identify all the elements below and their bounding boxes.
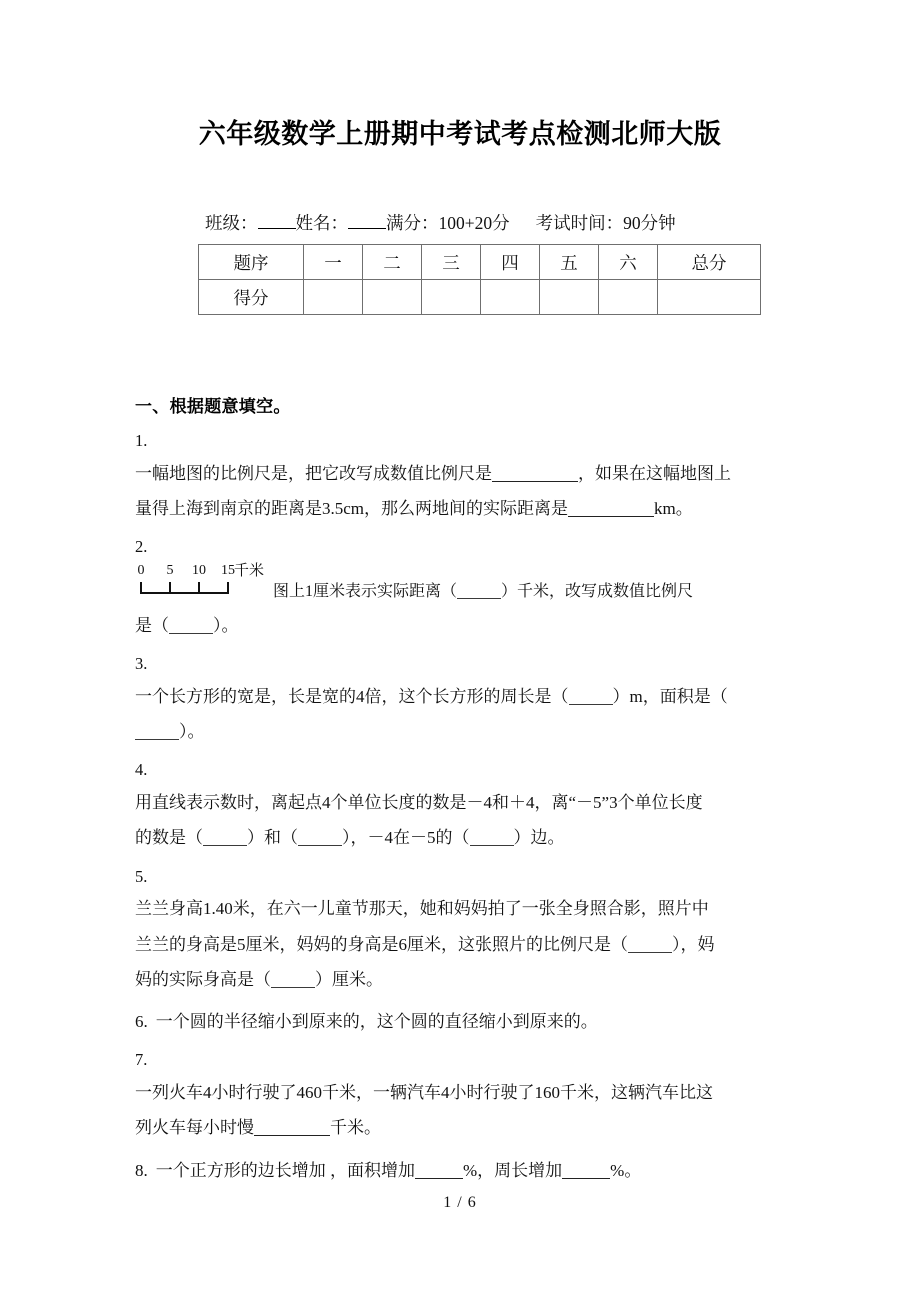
q2-part-d: ）。 — [213, 615, 239, 635]
q7-blank-1[interactable] — [254, 1118, 330, 1136]
question-text-5 — [135, 891, 795, 997]
exam-time-label: 考试时间： — [535, 213, 624, 233]
q3-part-b: ）m，面积是（ — [612, 686, 728, 706]
question-text-7 — [135, 1075, 795, 1146]
table-row-header — [199, 245, 761, 280]
q3-blank-1[interactable] — [569, 687, 613, 705]
q7-part-b: 列火车每小时慢 — [135, 1118, 254, 1138]
q4-part-c: ）和（ — [247, 828, 298, 848]
q3-part-c: ）。 — [179, 722, 205, 742]
score-cell-6[interactable] — [599, 280, 658, 315]
q5-part-a: 兰兰身高1.40米，在六一儿童节那天，她和妈妈拍了一张全身照合影，照片中 — [135, 899, 709, 919]
full-score-label: 满分： — [386, 213, 439, 233]
question-text-6 — [135, 1005, 795, 1040]
q8-blank-1[interactable] — [415, 1160, 463, 1178]
question-number-2: 2. — [135, 537, 148, 557]
q2-blank-2[interactable] — [169, 616, 213, 634]
q2-inline-text — [273, 581, 693, 606]
question-text-3 — [135, 679, 795, 750]
q1-part-b: ，如果在这幅地图上 — [578, 463, 731, 483]
question-number-7: 7. — [135, 1050, 148, 1070]
scale-tick-10 — [198, 582, 200, 594]
page-number-footer: 1 / 6 — [443, 1194, 477, 1211]
q8-blank-2[interactable] — [562, 1160, 610, 1178]
scale-tick-label-0: 0 — [137, 562, 145, 578]
q8-part-a: 一个正方形的边长增加 ，面积增加 — [155, 1160, 415, 1180]
q2-part-b: ）千米，改写成数值比例尺 — [501, 583, 694, 601]
class-label: 班级： — [205, 213, 258, 233]
question-text-2-line2 — [135, 608, 795, 643]
page-title: 六年级数学上册期中考试考点检测北师大版 — [198, 119, 722, 150]
q1-part-a: 一幅地图的比例尺是，把它改写成数值比例尺是 — [135, 463, 492, 483]
scale-tick-label-10: 10 — [192, 562, 206, 578]
score-cell-1[interactable] — [304, 280, 363, 315]
q4-part-d: ），－4在－5的（ — [342, 828, 470, 848]
q3-blank-2[interactable] — [135, 722, 179, 740]
question-text-1 — [135, 456, 795, 527]
q5-part-b: 兰兰的身高是5厘米，妈妈的身高是6厘米，这张照片的比例尺是（ — [135, 934, 628, 954]
scale-tick-15 — [227, 582, 229, 594]
table-row-scores — [199, 280, 761, 315]
q1-part-d: km。 — [654, 498, 693, 518]
question-content — [135, 392, 795, 1195]
exam-time-value: 90分钟 — [623, 213, 676, 233]
q8-part-b: %，周长增加 — [463, 1160, 563, 1180]
q5-part-d: 妈的实际身高是（ — [135, 970, 271, 990]
score-cell-2[interactable] — [363, 280, 422, 315]
score-cell-5[interactable] — [540, 280, 599, 315]
score-table — [198, 244, 761, 315]
q7-part-a: 一列火车4小时行驶了460千米，一辆汽车4小时行驶了160千米，这辆汽车比这 — [135, 1082, 713, 1102]
name-blank[interactable] — [348, 213, 386, 229]
q5-blank-2[interactable] — [271, 970, 315, 988]
q4-part-b: 的数是（ — [135, 828, 203, 848]
column-header-4: 四 — [481, 245, 540, 280]
question-number-1: 1. — [135, 431, 148, 450]
q4-part-a: 用直线表示数时，离起点4个单位长度的数是－4和＋4，离“－5”3个单位长度 — [135, 793, 703, 813]
column-header-3: 三 — [422, 245, 481, 280]
question-number-5: 5. — [135, 866, 148, 886]
question-number-4: 4. — [135, 760, 148, 780]
scale-tick-label-5: 5 — [166, 562, 174, 578]
q3-part-a: 一个长方形的宽是，长是宽的4倍，这个长方形的周长是（ — [135, 686, 569, 706]
scale-tick-5 — [169, 582, 171, 594]
q7-part-c: 千米。 — [330, 1118, 381, 1138]
column-header-6: 六 — [599, 245, 658, 280]
scale-tick-label-15: 15 — [221, 562, 235, 578]
q8-part-c: %。 — [610, 1160, 642, 1180]
question-text-4 — [135, 785, 795, 856]
row-label-score: 得分 — [199, 280, 304, 315]
scale-bar-figure — [135, 562, 267, 606]
exam-info-line — [205, 210, 676, 235]
q2-part-a: 图上1厘米表示实际距离（ — [273, 583, 458, 601]
q5-blank-1[interactable] — [628, 935, 672, 953]
question-number-3: 3. — [135, 654, 148, 674]
scale-tick-0 — [140, 582, 142, 594]
q5-part-c: ），妈 — [672, 934, 715, 954]
question-number-8: 8. — [135, 1160, 148, 1180]
class-blank[interactable] — [258, 213, 296, 229]
q1-part-c: 量得上海到南京的距离是3.5cm，那么两地间的实际距离是 — [135, 498, 569, 518]
section-heading-1: 一、根据题意填空。 — [135, 397, 291, 417]
column-header-1: 一 — [304, 245, 363, 280]
q6-part-a: 一个圆的半径缩小到原来的，这个圆的直径缩小到原来的。 — [155, 1012, 598, 1032]
q2-blank-1[interactable] — [457, 582, 501, 599]
q5-part-e: ）厘米。 — [315, 970, 383, 990]
q2-part-c: 是（ — [135, 615, 169, 635]
question-text-2-line1 — [135, 562, 795, 606]
column-header-total: 总分 — [658, 245, 761, 280]
score-cell-total[interactable] — [658, 280, 761, 315]
column-header-2: 二 — [363, 245, 422, 280]
name-label: 姓名： — [295, 213, 348, 233]
q4-part-e: ）边。 — [513, 828, 565, 848]
q4-blank-1[interactable] — [203, 828, 247, 846]
full-score-value: 100+20分 — [438, 213, 510, 233]
score-cell-3[interactable] — [422, 280, 481, 315]
scale-bar-unit: 千米 — [234, 562, 265, 579]
q1-blank-1[interactable] — [492, 463, 578, 481]
q4-blank-2[interactable] — [298, 828, 342, 846]
q4-blank-3[interactable] — [470, 828, 514, 846]
scale-bar-labels — [135, 562, 267, 582]
question-text-8 — [135, 1154, 795, 1189]
column-header-5: 五 — [540, 245, 599, 280]
score-cell-4[interactable] — [481, 280, 540, 315]
q1-blank-2[interactable] — [568, 499, 654, 517]
question-number-6: 6. — [135, 1012, 148, 1032]
row-label-question-order: 题序 — [199, 245, 304, 280]
scale-bar-baseline — [140, 592, 228, 594]
